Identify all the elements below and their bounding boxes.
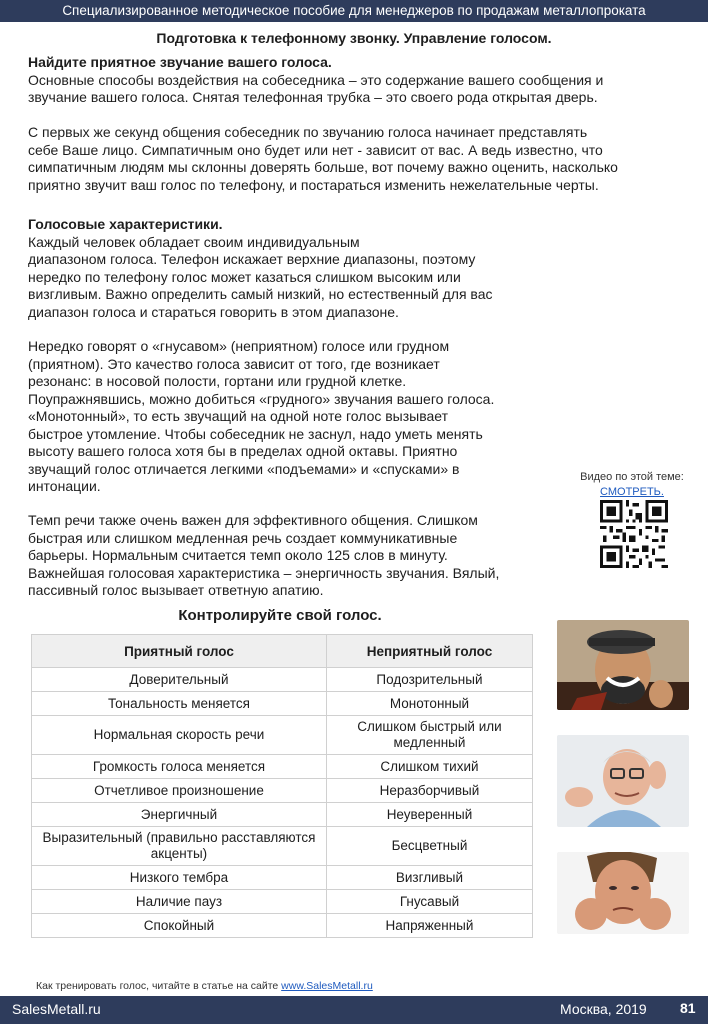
paragraph-line: нередко по телефону голос может казаться слишком высоким или — [28, 268, 461, 285]
video-caption: Видео по этой теме: — [580, 471, 684, 483]
table-row — [32, 866, 533, 890]
table-row — [32, 890, 533, 914]
cell-unpleasant: Гнусавый — [326, 890, 532, 914]
paragraph-line: диапазон голоса и стараться говорить в этом диапазоне. — [28, 303, 399, 320]
paragraph-line: пассивный голос вызывает ответную апатию. — [28, 582, 324, 598]
section-speech-tempo — [28, 512, 499, 600]
cell-pleasant: Нормальная скорость речи — [32, 716, 327, 755]
paragraph-line: быстрая или слишком медленная речь создает коммуникативные — [28, 529, 458, 546]
section-heading: Голосовые характеристики. — [28, 216, 223, 232]
section-first-seconds — [28, 124, 618, 194]
paragraph-line: симпатичным людям мы склонны доверять больше, вот почему важно оценить, насколько — [28, 159, 618, 175]
paragraph-line: Нередко говорят о «гнусавом» (неприятном) голосе или грудном — [28, 338, 450, 354]
cell-pleasant: Громкость голоса меняется — [32, 755, 327, 779]
table-row — [32, 755, 533, 779]
cell-pleasant: Доверительный — [32, 668, 327, 692]
paragraph-line: приятно звучит ваш голос по телефону, и постараться изменить нежелательные черты. — [28, 176, 599, 193]
table-row — [32, 692, 533, 716]
cell-unpleasant: Напряженный — [326, 914, 532, 938]
paragraph-line: барьеры. Нормальным считается темп около 125 слов в минуту. — [28, 547, 448, 563]
page-title: Подготовка к телефонному звонку. Управление голосом. — [156, 30, 552, 46]
cell-unpleasant: Слишком тихий — [326, 755, 532, 779]
cell-pleasant: Отчетливое произношение — [32, 779, 327, 803]
paragraph-line: «Монотонный», то есть звучащий на одной ноте голос вызывает — [28, 408, 449, 424]
photo-laughing-man — [557, 620, 689, 710]
cell-unpleasant: Монотонный — [326, 692, 532, 716]
table-row — [32, 716, 533, 755]
header-bar — [0, 0, 708, 22]
table-row — [32, 827, 533, 866]
footer-site: SalesMetall.ru — [12, 1001, 101, 1017]
paragraph-line: диапазоном голоса. Телефон искажает верхние диапазоны, поэтому — [28, 251, 476, 267]
table-row — [32, 668, 533, 692]
site-link[interactable]: www.SalesMetall.ru — [281, 980, 373, 992]
section-heading: Найдите приятное звучание вашего голоса. — [28, 54, 332, 70]
paragraph-line: Важнейшая голосовая характеристика – энергичность звучания. Вялый, — [28, 564, 500, 581]
paragraph-line: звучащий голос отличается легкими «подъемами» и «спусками» в — [28, 460, 460, 477]
column-header-pleasant: Приятный голос — [32, 635, 327, 668]
section-voice-characteristics — [28, 216, 493, 321]
cell-unpleasant: Неуверенный — [326, 803, 532, 827]
paragraph-line: визгливым. Важно определить самый низкий, но естественный для вас — [28, 286, 493, 302]
photo-listening-man — [557, 735, 689, 827]
cell-pleasant: Спокойный — [32, 914, 327, 938]
paragraph-line: высоту вашего голоса хотя бы в пределах одной октавы. Приятно — [28, 443, 458, 459]
cell-unpleasant: Неразборчивый — [326, 779, 532, 803]
page-number: 81 — [680, 1000, 696, 1016]
paragraph-line: звучание вашего голоса. Снятая телефонная трубка – это своего рода открытая дверь. — [28, 89, 598, 105]
paragraph-line: себе Ваше лицо. Симпатичным оно будет или нет - зависит от вас. А ведь известно, что — [28, 141, 603, 158]
paragraph-line: Каждый человек обладает своим индивидуальным — [28, 233, 360, 250]
cell-unpleasant: Подозрительный — [326, 668, 532, 692]
column-header-unpleasant: Неприятный голос — [326, 635, 532, 668]
paragraph-line: резонанс: в носовой полости, гортани или грудной клетке. — [28, 373, 407, 389]
table-row — [32, 914, 533, 938]
cell-unpleasant: Визгливый — [326, 866, 532, 890]
training-note — [36, 980, 373, 992]
paragraph-line: интонации. — [28, 478, 101, 494]
cell-pleasant: Наличие пауз — [32, 890, 327, 914]
watch-video-link[interactable]: СМОТРЕТЬ. — [600, 486, 664, 498]
section-voice-sound — [28, 54, 603, 107]
qr-code-icon[interactable] — [600, 500, 668, 568]
paragraph-line: С первых же секунд общения собеседник по звучанию голоса начинает представлять — [28, 124, 588, 140]
table-row — [32, 779, 533, 803]
footer-city: Москва, 2019 — [560, 1001, 647, 1017]
table-title: Контролируйте свой голос. — [178, 607, 382, 624]
cell-pleasant: Энергичный — [32, 803, 327, 827]
cell-unpleasant: Слишком быстрый или медленный — [326, 716, 532, 755]
paragraph-line: (приятном). Это качество голоса зависит от того, где возникает — [28, 355, 440, 372]
paragraph-line: быстрое утомление. Чтобы собеседник не заснул, надо уметь менять — [28, 425, 483, 442]
section-nasal-voice — [28, 338, 494, 496]
paragraph-line: Темп речи также очень важен для эффективного общения. Слишком — [28, 512, 478, 528]
paragraph-line: Основные способы воздействия на собеседника – это содержание вашего сообщения и — [28, 71, 604, 88]
paragraph-line: Поупражнявшись, можно добиться «грудного» звучания вашего голоса. — [28, 390, 495, 407]
voice-comparison-table — [31, 634, 533, 938]
table-header-row — [32, 635, 533, 668]
cell-pleasant: Тональность меняется — [32, 692, 327, 716]
cell-pleasant: Низкого тембра — [32, 866, 327, 890]
footer-bar — [0, 996, 708, 1024]
cell-unpleasant: Бесцветный — [326, 827, 532, 866]
video-widget — [560, 470, 704, 500]
photo-bored-man — [557, 852, 689, 934]
cell-pleasant: Выразительный (правильно расставляются акценты) — [32, 827, 327, 866]
table-row — [32, 803, 533, 827]
note-text: Как тренировать голос, читайте в статье на сайте — [36, 980, 282, 992]
header-text: Специализированное методическое пособие для менеджеров по продажам металлопроката — [62, 3, 646, 18]
